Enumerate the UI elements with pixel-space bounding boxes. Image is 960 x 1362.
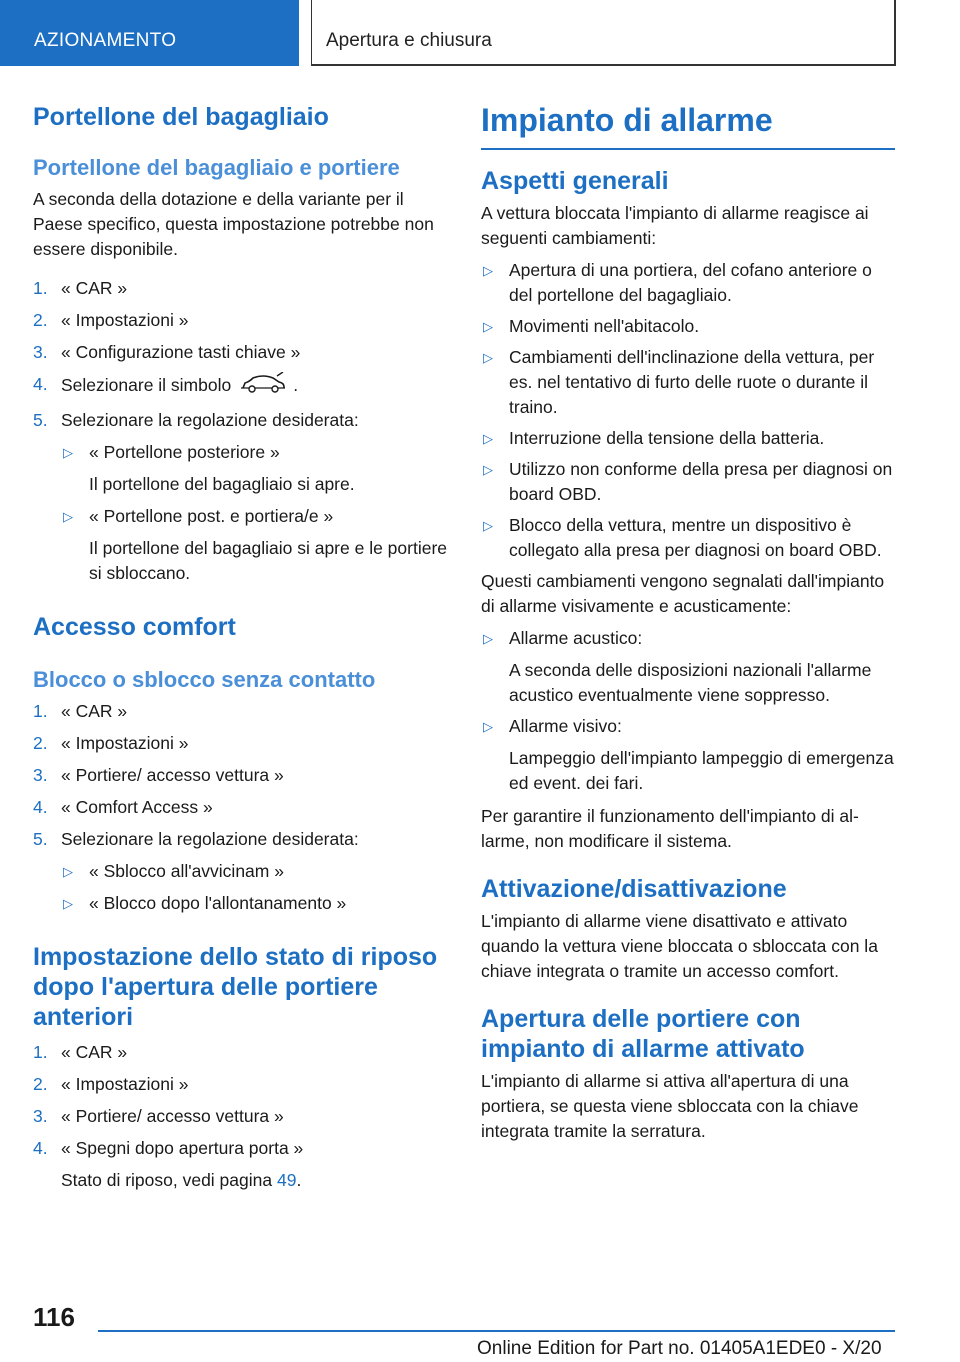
heading-general: Aspetti generali bbox=[481, 167, 669, 195]
triangle-bullet-icon: ▷ bbox=[483, 462, 493, 477]
step: 2. « Impostazioni » bbox=[33, 310, 189, 330]
step: 2. « Impostazioni » bbox=[33, 733, 189, 753]
triangle-bullet-icon: ▷ bbox=[483, 518, 493, 533]
list-item: ▷ Utilizzo non conforme della presa per diagnosi on board OBD. bbox=[483, 459, 893, 504]
footer-edition: Online Edition for Part no. 01405A1EDE0 - X/20 bbox=[477, 1338, 882, 1359]
tailgate-steps bbox=[33, 276, 448, 586]
list-item-note: A seconda delle disposizioni nazionali l'allarme acustico eventualmente viene soppresso. bbox=[509, 660, 872, 705]
step: 1. « CAR » bbox=[33, 701, 128, 721]
header-section-tab bbox=[0, 0, 299, 66]
step: 4. « Comfort Access » bbox=[33, 797, 213, 817]
step: 1. « CAR » bbox=[33, 1042, 128, 1062]
triangle-bullet-icon: ▷ bbox=[63, 896, 73, 911]
triangle-bullet-icon: ▷ bbox=[483, 350, 493, 365]
step: 5. Selezionare la regolazione desiderata: bbox=[33, 829, 359, 849]
signal-text: Questi cambiamenti vengono segnalati dall'impianto di allarme visivamente e acusticamente: bbox=[481, 571, 885, 616]
step: 3. « Portiere/ accesso vettura » bbox=[33, 765, 284, 785]
step: 2. « Impostazioni » bbox=[33, 1074, 189, 1094]
activation-text: L'impianto di allarme viene disattivato e attivato quando la vettura viene bloccata o sbloccata con la chiave integrata o tramite un accesso comfort. bbox=[481, 911, 878, 981]
list-item: ▷ Blocco della vettura, mentre un dispositivo è collegato alla presa per diagnosi on board OBD. bbox=[483, 515, 882, 560]
option-bullet: ▷ « Sblocco all'avvicinam » bbox=[61, 859, 448, 884]
option-bullet: ▷ « Portellone post. e portiera/e » bbox=[61, 504, 448, 529]
triangle-bullet-icon: ▷ bbox=[63, 864, 73, 879]
step: 4. Selezionare il simbolo . bbox=[33, 372, 448, 401]
warning-text: Per garantire il funzionamento dell'impianto di allarme, non modificare il sistema. bbox=[481, 806, 859, 851]
header-chapter-box bbox=[311, 0, 896, 66]
rest-steps bbox=[33, 1040, 448, 1193]
heading-doors-open: Apertura delle portiere con impianto di allarme attivato bbox=[481, 1005, 805, 1063]
page-number: 116 bbox=[33, 1302, 75, 1332]
tailgate-intro: A seconda della dotazione e della variante per il Paese specifico, questa impostazione potrebbe non essere disponibile. bbox=[33, 189, 434, 259]
general-list bbox=[481, 258, 895, 563]
step: 1. « CAR » bbox=[33, 278, 128, 298]
heading-rest-state: Impostazione dello stato di riposo dopo l'apertura delle portiere anteriori bbox=[33, 943, 438, 1031]
list-item: ▷ Cambiamenti dell'inclinazione della vettura, per es. nel tentativo di furto delle ruote o durante il traino. bbox=[483, 347, 875, 417]
general-intro: A vettura bloccata l'impianto di allarme reagisce ai seguenti cambiamenti: bbox=[481, 203, 869, 248]
rest-note: Stato di riposo, vedi pagina 49. bbox=[61, 1170, 302, 1190]
list-item: ▷ Allarme acustico: bbox=[481, 626, 895, 651]
car-icon bbox=[239, 372, 287, 401]
option-bullet: ▷ « Portellone posteriore » bbox=[61, 440, 448, 465]
step: 5. Selezionare la regolazione desiderata: bbox=[33, 410, 359, 430]
comfort-steps bbox=[33, 699, 448, 916]
triangle-bullet-icon: ▷ bbox=[483, 631, 493, 646]
doors-open-text: L'impianto di allarme si attiva all'apertura di una portiera, se questa viene sbloccata con la chiave integrata tramite la serratura. bbox=[481, 1071, 859, 1141]
triangle-bullet-icon: ▷ bbox=[483, 719, 493, 734]
step: 4. « Spegni dopo apertura porta » bbox=[33, 1138, 304, 1158]
option-note: Il portellone del bagagliaio si apre e le portiere si sbloccano. bbox=[89, 538, 448, 583]
list-item: ▷ Apertura di una portiera, del cofano anteriore o del portellone del bagagliaio. bbox=[483, 260, 872, 305]
heading-tailgate: Portellone del bagagliaio bbox=[33, 103, 329, 131]
triangle-bullet-icon: ▷ bbox=[483, 263, 493, 278]
heading-tailgate-doors: Portellone del bagagliaio e portiere bbox=[33, 155, 400, 180]
page-reference-link[interactable]: 49 bbox=[277, 1170, 297, 1190]
signal-list bbox=[481, 626, 895, 796]
footer-divider bbox=[98, 1330, 895, 1332]
right-column bbox=[481, 100, 895, 1144]
header-chapter-label: Apertura e chiusura bbox=[326, 30, 492, 51]
heading-activation: Attivazione/disattivazione bbox=[481, 875, 787, 903]
left-column bbox=[33, 100, 448, 1193]
triangle-bullet-icon: ▷ bbox=[483, 319, 493, 334]
step: 3. « Configurazione tasti chiave » bbox=[33, 342, 301, 362]
header-section-label: AZIONAMENTO bbox=[34, 30, 177, 51]
list-item: ▷ Interruzione della tensione della batteria. bbox=[481, 426, 895, 451]
triangle-bullet-icon: ▷ bbox=[63, 445, 73, 460]
option-bullet: ▷ « Blocco dopo l'allontanamento » bbox=[61, 891, 448, 916]
step: 3. « Portiere/ accesso vettura » bbox=[33, 1106, 284, 1126]
list-item: ▷ Movimenti nell'abitacolo. bbox=[481, 314, 895, 339]
list-item: ▷ Allarme visivo: bbox=[481, 714, 895, 739]
heading-comfort-access: Accesso comfort bbox=[33, 613, 236, 641]
heading-alarm-system: Impianto di allarme bbox=[481, 100, 895, 150]
triangle-bullet-icon: ▷ bbox=[483, 431, 493, 446]
list-item-note: Lampeggio dell'impianto lampeggio di emergenza ed event. dei fari. bbox=[509, 748, 894, 793]
triangle-bullet-icon: ▷ bbox=[63, 509, 73, 524]
option-note: Il portellone del bagagliaio si apre. bbox=[89, 474, 355, 494]
heading-contactless: Blocco o sblocco senza contatto bbox=[33, 667, 376, 692]
